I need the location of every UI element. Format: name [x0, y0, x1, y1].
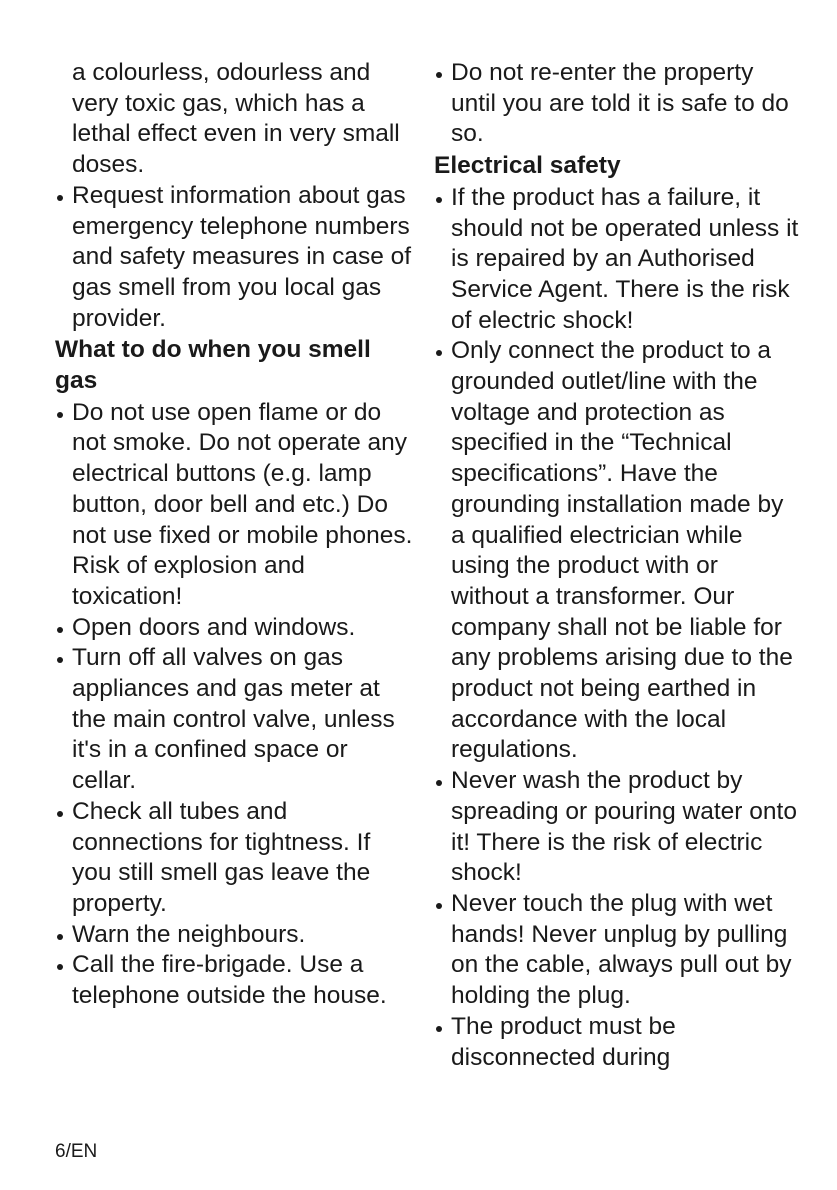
list-item: Open doors and windows. [55, 613, 415, 644]
reenter-list [434, 58, 799, 150]
list-item: Request information about gas emergency telephone numbers and safety measures in case of gas smell from you local gas provider. [55, 181, 415, 335]
list-item: Check all tubes and connections for tightness. If you still smell gas leave the property. [55, 797, 415, 920]
list-item: Never wash the product by spreading or pouring water onto it! There is the risk of electric shock! [434, 766, 799, 889]
list-item: Do not re-enter the property until you are told it is safe to do so. [434, 58, 799, 150]
section-heading-electrical-safety: Electrical safety [434, 152, 621, 180]
left-column [55, 58, 415, 1012]
section-heading-gas-smell: What to do when you smell gas [55, 336, 371, 395]
list-item: Warn the neighbours. [55, 920, 415, 951]
list-item: Do not use open flame or do not smoke. Do not operate any electrical buttons (e.g. lamp button, door bell and etc.) Do not use fixed or mobile phones. Risk of explosion and toxication! [55, 398, 415, 613]
list-item: If the product has a failure, it should not be operated unless it is repaired by an Authorised Service Agent. There is the risk of electric shock! [434, 183, 799, 337]
continuation-text: a colourless, odourless and very toxic gas, which has a lethal effect even in very small doses. [72, 59, 400, 179]
right-column [434, 58, 799, 1073]
gas-smell-list [55, 398, 415, 1012]
gas-info-list [55, 181, 415, 335]
list-item: Call the fire-brigade. Use a telephone outside the house. [55, 950, 415, 1011]
list-item: Only connect the product to a grounded outlet/line with the voltage and protection as specified in the “Technical specifications”. Have the grounding installation made by a qualified electrician while using the product with or without a transformer. Our company shall not be liable for any problems arising due to the product not being earthed in accordance with the local regulations. [434, 336, 799, 766]
electrical-safety-list [434, 183, 799, 1073]
page-number: 6/EN [55, 1141, 98, 1162]
list-item: Turn off all valves on gas appliances and gas meter at the main control valve, unless it's in a confined space or cellar. [55, 643, 415, 797]
list-item: Never touch the plug with wet hands! Never unplug by pulling on the cable, always pull out by holding the plug. [434, 889, 799, 1012]
list-item: The product must be disconnected during [434, 1012, 799, 1073]
